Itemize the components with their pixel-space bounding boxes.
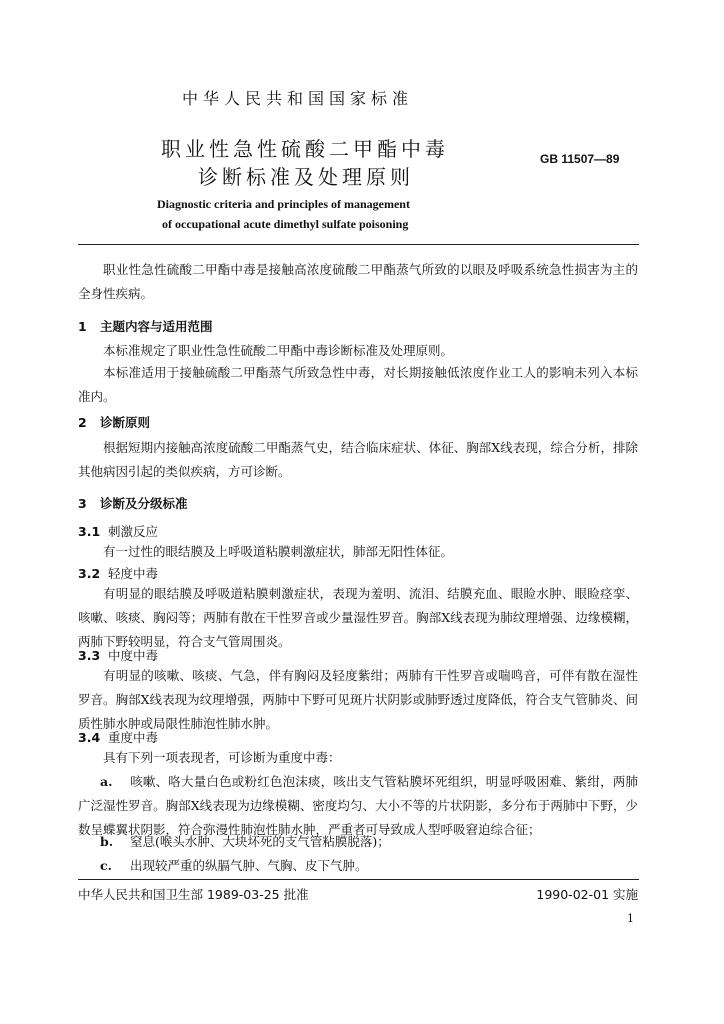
list-item-text: 咳嗽、咯大量白色或粉红色泡沫痰，咳出支气管粘膜坏死组织，明显呼吸困难、紫绀，两肺广泛湿性罗音。胸部X线表现为边缘模糊、密度均匀、大小不等的片状阴影，多分布于两肺中下野，少数呈蝶翼状阴影，符合弥漫性肺泡性肺水肿，严重者可导致成人型呼吸窘迫综合征； — [78, 774, 638, 837]
subsection-3-3-heading — [78, 646, 158, 664]
document-title-line1: 职业性急性硫酸二甲酯中毒 — [161, 137, 449, 161]
subsection-title: 中度中毒 — [108, 648, 159, 663]
section-title: 主题内容与适用范围 — [100, 319, 213, 334]
subsection-3-3-text: 有明显的咳嗽、咳痰、气急，伴有胸闷及轻度紫绀；两肺有干性罗音或喘鸣音，可伴有散在湿性罗音。胸部X线表现为纹理增强，两肺中下野可见斑片状阴影或肺野透过度降低，符合支气管肺炎、间质性肺水肿或局限性肺泡性肺水肿。 — [78, 668, 638, 731]
section-1-paragraph-1: 本标准规定了职业性急性硫酸二甲酯中毒诊断标准及处理原则。 — [103, 343, 454, 358]
standard-code: GB 11507—89 — [540, 152, 620, 166]
subsection-title: 轻度中毒 — [108, 566, 159, 581]
subsection-number: 3.1 — [78, 524, 101, 539]
subsection-3-2-heading — [78, 564, 158, 582]
subsection-number: 3.3 — [78, 648, 101, 663]
section-1-heading — [78, 317, 213, 335]
list-item-label: c. — [100, 858, 112, 873]
intro-paragraph: 职业性急性硫酸二甲酯中毒是接触高浓度硫酸二甲酯蒸气所致的以眼及呼吸系统急性损害为主的全身性疾病。 — [78, 262, 638, 301]
section-title: 诊断原则 — [100, 415, 151, 430]
list-item-text: 出现较严重的纵膈气肿、气胸、皮下气肿。 — [130, 858, 368, 873]
subsection-title: 刺激反应 — [108, 524, 159, 539]
section-2-heading — [78, 413, 150, 431]
subsection-number: 3.4 — [78, 730, 101, 745]
approval-line: 中华人民共和国卫生部 1989-03-25 批准 — [78, 887, 309, 902]
national-standard-label: 中华人民共和国国家标准 — [182, 89, 414, 108]
subsection-3-1-text: 有一过性的眼结膜及上呼吸道粘膜刺激症状，肺部无阳性体征。 — [103, 544, 454, 559]
list-item-b — [78, 830, 638, 854]
english-title-line2: of occupational acute dimethyl sulfate poisoning — [162, 217, 409, 231]
list-item-label: b. — [100, 834, 114, 849]
section-number: 2 — [78, 415, 87, 430]
list-item-label: a. — [100, 774, 113, 789]
subsection-number: 3.2 — [78, 566, 101, 581]
subsection-3-4-heading — [78, 728, 158, 746]
list-item-text: 窒息(喉头水肿、大块坏死的支气管粘膜脱落)； — [130, 834, 390, 849]
effective-date: 1990-02-01 实施 — [536, 887, 638, 902]
section-1-paragraph-2: 本标准适用于接触硫酸二甲酯蒸气所致急性中毒，对长期接触低浓度作业工人的影响未列入本标准内。 — [78, 365, 638, 404]
page-number: 1 — [627, 912, 634, 925]
subsection-title: 重度中毒 — [108, 730, 159, 745]
subsection-3-2-text: 有明显的眼结膜及呼吸道粘膜刺激症状，表现为羞明、流泪、结膜充血、眼睑水肿、眼睑痉挛、咳嗽、咳痰、胸闷等；两肺有散在干性罗音或少量湿性罗音。胸部X线表现为肺纹理增强、边缘模糊，两肺下野较明显，符合支气管周围炎。 — [78, 586, 638, 649]
list-item-c — [78, 854, 638, 878]
subsection-3-1-heading — [78, 522, 158, 540]
section-number: 1 — [78, 319, 87, 334]
section-3-heading — [78, 494, 188, 512]
section-title: 诊断及分级标准 — [100, 496, 188, 511]
footer-divider — [78, 879, 639, 880]
section-2-paragraph-1: 根据短期内接触高浓度硫酸二甲酯蒸气史，结合临床症状、体征、胸部X线表现，综合分析，排除其他病因引起的类似疾病，方可诊断。 — [78, 440, 638, 479]
section-number: 3 — [78, 496, 87, 511]
english-title-line1: Diagnostic criteria and principles of management — [157, 197, 410, 211]
subsection-3-4-intro: 具有下列一项表现者，可诊断为重度中毒： — [103, 750, 341, 765]
document-title-line2: 诊断标准及处理原则 — [198, 165, 414, 189]
